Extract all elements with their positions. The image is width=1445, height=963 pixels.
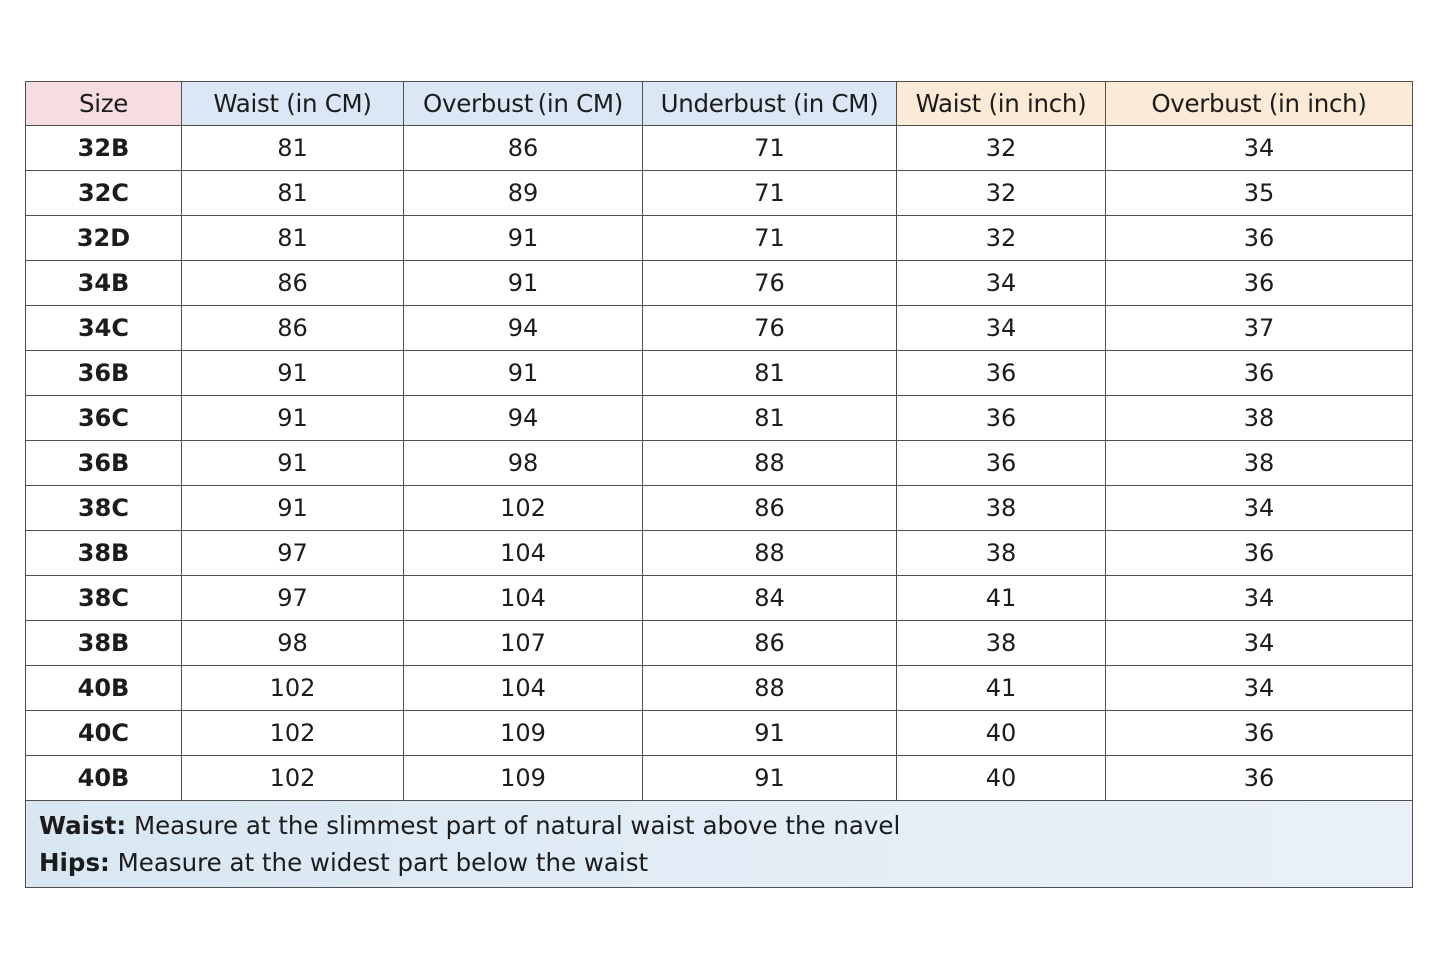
table-row: [26, 621, 1413, 666]
measurement-cell: 36: [897, 351, 1106, 396]
measurement-cell: 91: [404, 351, 643, 396]
table-row: [26, 216, 1413, 261]
size-cell: 32B: [26, 126, 182, 171]
measurement-cell: 37: [1106, 306, 1413, 351]
measurement-cell: 84: [643, 576, 897, 621]
measurement-cell: 88: [643, 666, 897, 711]
measurement-cell: 34: [1106, 576, 1413, 621]
measurement-cell: 32: [897, 216, 1106, 261]
measurement-cell: 91: [182, 441, 404, 486]
measurement-cell: 71: [643, 126, 897, 171]
column-header-size: Size: [26, 82, 182, 126]
measurement-notes: [26, 801, 1413, 888]
size-cell: 38B: [26, 531, 182, 576]
measurement-cell: 34: [1106, 666, 1413, 711]
measurement-cell: 38: [897, 531, 1106, 576]
measurement-cell: 102: [182, 711, 404, 756]
measurement-cell: 91: [643, 711, 897, 756]
size-cell: 36C: [26, 396, 182, 441]
measurement-cell: 40: [897, 756, 1106, 801]
note-text: Measure at the widest part below the waist: [109, 848, 649, 877]
measurement-cell: 38: [897, 621, 1106, 666]
measurement-cell: 104: [404, 576, 643, 621]
measurement-cell: 38: [1106, 441, 1413, 486]
measurement-cell: 41: [897, 576, 1106, 621]
measurement-cell: 91: [404, 261, 643, 306]
measurement-cell: 91: [182, 396, 404, 441]
size-chart-body: [26, 126, 1413, 801]
measurement-cell: 34: [1106, 126, 1413, 171]
size-cell: 36B: [26, 351, 182, 396]
size-cell: 32D: [26, 216, 182, 261]
measurement-cell: 86: [182, 261, 404, 306]
note-hips: [39, 844, 1412, 881]
measurement-cell: 38: [1106, 396, 1413, 441]
notes-row: [26, 801, 1413, 888]
measurement-cell: 109: [404, 711, 643, 756]
note-waist: [39, 807, 1412, 844]
measurement-cell: 36: [1106, 216, 1413, 261]
measurement-cell: 36: [1106, 261, 1413, 306]
size-cell: 36B: [26, 441, 182, 486]
measurement-cell: 34: [897, 261, 1106, 306]
table-row: [26, 441, 1413, 486]
size-cell: 38C: [26, 576, 182, 621]
size-cell: 38C: [26, 486, 182, 531]
measurement-cell: 71: [643, 216, 897, 261]
table-row: [26, 531, 1413, 576]
measurement-cell: 104: [404, 666, 643, 711]
measurement-cell: 91: [404, 216, 643, 261]
table-row: [26, 576, 1413, 621]
table-row: [26, 306, 1413, 351]
header-row: [26, 82, 1413, 126]
measurement-cell: 81: [643, 396, 897, 441]
table-row: [26, 711, 1413, 756]
measurement-cell: 36: [897, 441, 1106, 486]
measurement-cell: 89: [404, 171, 643, 216]
size-cell: 38B: [26, 621, 182, 666]
table-row: [26, 666, 1413, 711]
measurement-cell: 36: [1106, 756, 1413, 801]
measurement-cell: 36: [1106, 711, 1413, 756]
measurement-cell: 34: [897, 306, 1106, 351]
measurement-cell: 34: [1106, 621, 1413, 666]
measurement-cell: 102: [182, 666, 404, 711]
table-row: [26, 396, 1413, 441]
measurement-cell: 36: [1106, 351, 1413, 396]
measurement-cell: 98: [182, 621, 404, 666]
measurement-cell: 81: [182, 171, 404, 216]
measurement-cell: 91: [182, 486, 404, 531]
measurement-cell: 76: [643, 306, 897, 351]
size-cell: 40B: [26, 666, 182, 711]
table-row: [26, 351, 1413, 396]
note-term: Hips:: [39, 848, 110, 877]
measurement-cell: 88: [643, 531, 897, 576]
measurement-cell: 104: [404, 531, 643, 576]
column-header-underbust-cm: Underbust (in CM): [643, 82, 897, 126]
column-header-waist-inch: Waist (in inch): [897, 82, 1106, 126]
size-cell: 32C: [26, 171, 182, 216]
note-text: Measure at the slimmest part of natural waist above the navel: [126, 811, 901, 840]
measurement-cell: 86: [643, 621, 897, 666]
measurement-cell: 107: [404, 621, 643, 666]
measurement-cell: 32: [897, 171, 1106, 216]
table-row: [26, 171, 1413, 216]
measurement-cell: 81: [182, 126, 404, 171]
measurement-cell: 86: [182, 306, 404, 351]
measurement-cell: 102: [182, 756, 404, 801]
measurement-cell: 94: [404, 306, 643, 351]
size-cell: 40C: [26, 711, 182, 756]
measurement-cell: 97: [182, 576, 404, 621]
column-header-overbust-cm: Overbust (in CM): [404, 82, 643, 126]
size-cell: 40B: [26, 756, 182, 801]
measurement-cell: 38: [897, 486, 1106, 531]
table-row: [26, 126, 1413, 171]
measurement-cell: 41: [897, 666, 1106, 711]
table-row: [26, 261, 1413, 306]
measurement-cell: 91: [643, 756, 897, 801]
measurement-cell: 34: [1106, 486, 1413, 531]
measurement-cell: 81: [643, 351, 897, 396]
measurement-cell: 97: [182, 531, 404, 576]
size-cell: 34C: [26, 306, 182, 351]
measurement-cell: 71: [643, 171, 897, 216]
measurement-cell: 86: [643, 486, 897, 531]
measurement-cell: 109: [404, 756, 643, 801]
measurement-cell: 36: [897, 396, 1106, 441]
measurement-cell: 94: [404, 396, 643, 441]
notes-cell: [26, 801, 1413, 888]
measurement-cell: 86: [404, 126, 643, 171]
measurement-cell: 36: [1106, 531, 1413, 576]
note-term: Waist:: [39, 811, 127, 840]
measurement-cell: 81: [182, 216, 404, 261]
column-header-overbust-inch: Overbust (in inch): [1106, 82, 1413, 126]
measurement-cell: 102: [404, 486, 643, 531]
size-chart-table: [25, 81, 1413, 888]
measurement-cell: 76: [643, 261, 897, 306]
measurement-cell: 98: [404, 441, 643, 486]
table-row: [26, 756, 1413, 801]
measurement-cell: 35: [1106, 171, 1413, 216]
measurement-cell: 40: [897, 711, 1106, 756]
table-row: [26, 486, 1413, 531]
measurement-cell: 91: [182, 351, 404, 396]
measurement-cell: 32: [897, 126, 1106, 171]
size-cell: 34B: [26, 261, 182, 306]
measurement-cell: 88: [643, 441, 897, 486]
size-chart-header: [26, 82, 1413, 126]
column-header-waist-cm: Waist (in CM): [182, 82, 404, 126]
